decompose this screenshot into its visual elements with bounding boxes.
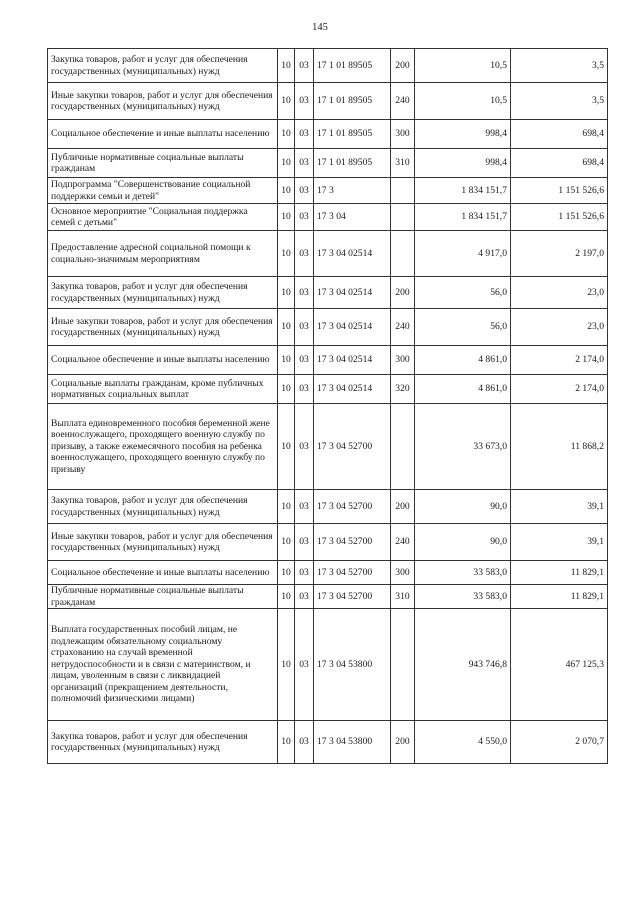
row-section: 10 (278, 490, 295, 524)
row-section: 10 (278, 585, 295, 609)
row-target-article: 17 3 04 02514 (314, 277, 391, 309)
row-section: 10 (278, 561, 295, 585)
row-amount-plan: 56,0 (415, 309, 511, 346)
row-subsection: 03 (295, 585, 314, 609)
row-subsection: 03 (295, 178, 314, 204)
row-target-article: 17 3 04 53800 (314, 609, 391, 721)
row-amount-actual: 11 829,1 (511, 561, 608, 585)
table-row (48, 309, 608, 346)
row-section: 10 (278, 524, 295, 561)
row-expense-type: 320 (391, 375, 415, 404)
row-expense-type: 300 (391, 561, 415, 585)
row-expense-type (391, 231, 415, 277)
row-subsection: 03 (295, 83, 314, 120)
row-expense-type: 200 (391, 490, 415, 524)
row-expense-type (391, 178, 415, 204)
row-expense-type: 300 (391, 120, 415, 149)
row-name: Социальные выплаты гражданам, кроме публичных нормативных социальных выплат (48, 375, 278, 404)
table-row (48, 149, 608, 178)
row-amount-actual: 1 151 526,6 (511, 204, 608, 231)
row-section: 10 (278, 375, 295, 404)
row-amount-actual: 2 174,0 (511, 346, 608, 375)
row-subsection: 03 (295, 120, 314, 149)
row-subsection: 03 (295, 375, 314, 404)
row-subsection: 03 (295, 561, 314, 585)
row-expense-type (391, 609, 415, 721)
row-name: Социальное обеспечение и иные выплаты населению (48, 561, 278, 585)
row-section: 10 (278, 609, 295, 721)
table-row (48, 231, 608, 277)
budget-table (47, 48, 608, 764)
row-subsection: 03 (295, 231, 314, 277)
row-name: Предоставление адресной социальной помощи к социально-значимым мероприятиям (48, 231, 278, 277)
row-name: Закупка товаров, работ и услуг для обеспечения государственных (муниципальных) нужд (48, 277, 278, 309)
row-amount-plan: 90,0 (415, 524, 511, 561)
row-amount-plan: 1 834 151,7 (415, 204, 511, 231)
row-target-article: 17 3 (314, 178, 391, 204)
row-section: 10 (278, 721, 295, 764)
row-amount-actual: 3,5 (511, 49, 608, 83)
row-amount-actual: 2 197,0 (511, 231, 608, 277)
table-row (48, 120, 608, 149)
row-expense-type: 200 (391, 277, 415, 309)
row-amount-actual: 39,1 (511, 524, 608, 561)
row-name: Иные закупки товаров, работ и услуг для обеспечения государственных (муниципальных) нужд (48, 524, 278, 561)
table-row (48, 490, 608, 524)
row-amount-actual: 698,4 (511, 149, 608, 178)
table-row (48, 404, 608, 490)
row-subsection: 03 (295, 204, 314, 231)
row-subsection: 03 (295, 609, 314, 721)
row-amount-plan: 4 861,0 (415, 346, 511, 375)
row-target-article: 17 3 04 52700 (314, 404, 391, 490)
row-expense-type: 240 (391, 309, 415, 346)
row-section: 10 (278, 231, 295, 277)
row-subsection: 03 (295, 309, 314, 346)
row-section: 10 (278, 178, 295, 204)
row-amount-actual: 2 174,0 (511, 375, 608, 404)
table-row (48, 49, 608, 83)
row-target-article: 17 1 01 89505 (314, 49, 391, 83)
row-amount-actual: 23,0 (511, 309, 608, 346)
row-amount-actual: 698,4 (511, 120, 608, 149)
page-number: 145 (312, 22, 328, 33)
row-target-article: 17 3 04 02514 (314, 231, 391, 277)
row-amount-plan: 943 746,8 (415, 609, 511, 721)
row-amount-actual: 11 829,1 (511, 585, 608, 609)
row-amount-plan: 10,5 (415, 83, 511, 120)
table-row (48, 277, 608, 309)
row-amount-plan: 33 583,0 (415, 585, 511, 609)
row-amount-actual: 23,0 (511, 277, 608, 309)
row-subsection: 03 (295, 149, 314, 178)
row-target-article: 17 3 04 52700 (314, 561, 391, 585)
row-subsection: 03 (295, 404, 314, 490)
row-expense-type: 200 (391, 49, 415, 83)
table-row (48, 721, 608, 764)
row-name: Публичные нормативные социальные выплаты гражданам (48, 585, 278, 609)
row-name: Иные закупки товаров, работ и услуг для обеспечения государственных (муниципальных) нужд (48, 83, 278, 120)
row-amount-plan: 4 550,0 (415, 721, 511, 764)
row-amount-actual: 3,5 (511, 83, 608, 120)
row-target-article: 17 3 04 53800 (314, 721, 391, 764)
row-section: 10 (278, 204, 295, 231)
table-row (48, 375, 608, 404)
row-amount-actual: 39,1 (511, 490, 608, 524)
row-section: 10 (278, 404, 295, 490)
row-amount-plan: 56,0 (415, 277, 511, 309)
row-target-article: 17 3 04 02514 (314, 375, 391, 404)
table-row (48, 585, 608, 609)
row-name: Публичные нормативные социальные выплаты гражданам (48, 149, 278, 178)
row-amount-actual: 467 125,3 (511, 609, 608, 721)
row-expense-type: 310 (391, 585, 415, 609)
row-expense-type: 310 (391, 149, 415, 178)
row-section: 10 (278, 277, 295, 309)
row-target-article: 17 3 04 52700 (314, 524, 391, 561)
row-amount-plan: 90,0 (415, 490, 511, 524)
row-target-article: 17 1 01 89505 (314, 149, 391, 178)
row-section: 10 (278, 49, 295, 83)
row-expense-type: 240 (391, 83, 415, 120)
row-name: Иные закупки товаров, работ и услуг для обеспечения государственных (муниципальных) нужд (48, 309, 278, 346)
row-name: Закупка товаров, работ и услуг для обеспечения государственных (муниципальных) нужд (48, 49, 278, 83)
row-expense-type: 300 (391, 346, 415, 375)
row-amount-plan: 998,4 (415, 149, 511, 178)
row-section: 10 (278, 120, 295, 149)
row-subsection: 03 (295, 490, 314, 524)
row-amount-plan: 1 834 151,7 (415, 178, 511, 204)
row-amount-plan: 4 917,0 (415, 231, 511, 277)
row-name: Выплата единовременного пособия беременной жене военнослужащего, проходящего военную службу по призыву, а также ежемесячного пособия на ребенка военнослужащего, проходящего военную службу по призыву (48, 404, 278, 490)
row-amount-plan: 33 583,0 (415, 561, 511, 585)
row-section: 10 (278, 149, 295, 178)
row-amount-plan: 998,4 (415, 120, 511, 149)
row-section: 10 (278, 83, 295, 120)
row-amount-plan: 33 673,0 (415, 404, 511, 490)
table-row (48, 204, 608, 231)
row-name: Выплата государственных пособий лицам, не подлежащим обязательному социальному страхованию на случай временной нетрудоспособности и в связи с материнством, и лицам, уволенным в связи с ликвидацией организаций (прекращением деятельности, полномочий физическими лицами) (48, 609, 278, 721)
row-target-article: 17 3 04 02514 (314, 309, 391, 346)
row-subsection: 03 (295, 49, 314, 83)
row-target-article: 17 3 04 52700 (314, 585, 391, 609)
row-expense-type (391, 204, 415, 231)
row-target-article: 17 3 04 (314, 204, 391, 231)
row-expense-type: 240 (391, 524, 415, 561)
row-target-article: 17 1 01 89505 (314, 83, 391, 120)
table-row (48, 83, 608, 120)
row-subsection: 03 (295, 524, 314, 561)
table-row (48, 609, 608, 721)
row-amount-plan: 10,5 (415, 49, 511, 83)
table-row (48, 524, 608, 561)
row-amount-plan: 4 861,0 (415, 375, 511, 404)
row-section: 10 (278, 346, 295, 375)
row-amount-actual: 11 868,2 (511, 404, 608, 490)
table-row (48, 346, 608, 375)
row-expense-type: 200 (391, 721, 415, 764)
row-name: Социальное обеспечение и иные выплаты населению (48, 120, 278, 149)
row-amount-actual: 2 070,7 (511, 721, 608, 764)
row-name: Подпрограмма "Совершенствование социальной поддержки семьи и детей" (48, 178, 278, 204)
row-name: Закупка товаров, работ и услуг для обеспечения государственных (муниципальных) нужд (48, 721, 278, 764)
row-expense-type (391, 404, 415, 490)
row-amount-actual: 1 151 526,6 (511, 178, 608, 204)
row-section: 10 (278, 309, 295, 346)
table-row (48, 561, 608, 585)
row-target-article: 17 3 04 52700 (314, 490, 391, 524)
table-row (48, 178, 608, 204)
row-name: Социальное обеспечение и иные выплаты населению (48, 346, 278, 375)
row-subsection: 03 (295, 721, 314, 764)
row-subsection: 03 (295, 346, 314, 375)
row-subsection: 03 (295, 277, 314, 309)
row-name: Закупка товаров, работ и услуг для обеспечения государственных (муниципальных) нужд (48, 490, 278, 524)
row-target-article: 17 1 01 89505 (314, 120, 391, 149)
row-name: Основное мероприятие "Социальная поддержка семей с детьми" (48, 204, 278, 231)
row-target-article: 17 3 04 02514 (314, 346, 391, 375)
